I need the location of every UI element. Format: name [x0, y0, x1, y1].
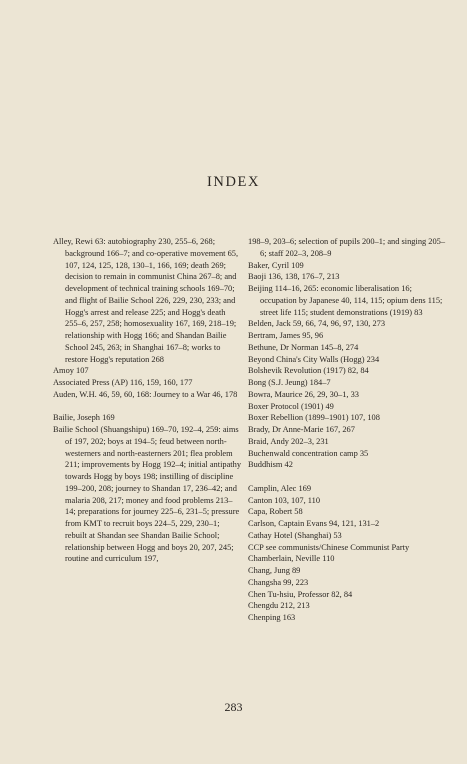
- index-group-spacer: [53, 401, 241, 413]
- index-entry: Bethune, Dr Norman 145–8, 274: [248, 342, 359, 352]
- index-entry: CCP see communists/Chinese Communist Party: [248, 542, 410, 552]
- index-entry: Camplin, Alec 169: [248, 483, 312, 493]
- page-number: 283: [224, 700, 243, 714]
- index-entry: Canton 103, 107, 110: [248, 495, 321, 505]
- index-group-spacer: [248, 471, 448, 483]
- index-entry: Changsha 99, 223: [248, 577, 309, 587]
- index-entry: Buchenwald concentration camp 35: [248, 448, 369, 458]
- index-entry: Chengdu 212, 213: [248, 601, 310, 611]
- index-entry: Chang, Jung 89: [248, 566, 301, 575]
- index-entry: Belden, Jack 59, 66, 74, 96, 97, 130, 273: [248, 319, 386, 329]
- index-entry: Baker, Cyril 109: [248, 260, 304, 270]
- index-entry: Bolshevik Revolution (1917) 82, 84: [248, 366, 369, 376]
- index-entry: Capa, Robert 58: [248, 507, 303, 517]
- index-entry: Chamberlain, Neville 110: [248, 554, 335, 564]
- index-entry: Braid, Andy 202–3, 231: [248, 436, 329, 446]
- index-entry: Beyond China's City Walls (Hogg) 234: [248, 354, 380, 364]
- index-entry: Bertram, James 95, 96: [248, 331, 324, 340]
- index-entry: Chenping 163: [248, 613, 296, 622]
- index-entry: Boxer Rebellion (1899–1901) 107, 108: [248, 413, 380, 423]
- index-entry: Associated Press (AP) 116, 159, 160, 177: [53, 378, 193, 387]
- index-entry: Beijing 114–16, 265: economic liberalisation 16; occupation by Japanese 40, 114, 115; opium dens 115; street life 115; student demonstrations (1919) 83: [248, 284, 443, 317]
- index-column-left: [53, 236, 241, 565]
- index-entry: Cathay Hotel (Shanghai) 53: [248, 530, 342, 540]
- page-title: INDEX: [206, 174, 261, 190]
- index-entry: Auden, W.H. 46, 59, 60, 168: Journey to a War 46, 178: [53, 389, 238, 399]
- index-entry: Carlson, Captain Evans 94, 121, 131–2: [248, 519, 380, 528]
- index-entry: Bailie, Joseph 169: [53, 413, 115, 423]
- index-entry: Bailie School (Shuangshipu) 169–70, 192–4, 259: aims of 197, 202; boys at 194–5; feud between north-westerners and north-easterners 201; flea problem 211; improvements by Hogg 192–4; initial antipathy towards Hogg by boys 198; instilling of discipline 199–200, 208; journey to Shandan 17, 236–42; and malaria 208, 217; money and food problems 213–14; preparations for journey 225–6, 231–5; pressure from KMT to recruit boys 224–5, 229, 230–1; rebuilt at Shandan see Shandan Bailie School; relationship between Hogg and boys 20, 207, 245; routine and curriculum 197,: [53, 425, 242, 564]
- index-entry: Alley, Rewi 63: autobiography 230, 255–6, 268; background 166–7; and co-operative movement 65, 107, 124, 125, 128, 130–1, 166, 169; death 269; decision to remain in communist China 267–8; and development of technical training schools 169–70; and flight of Bailie School 226, 229, 230, 233; and Hogg's arrest and release 225; and Hogg's death 255–6, 257, 258; homosexuality 167, 169, 218–19; relationship with Hogg 166; and Shandan Bailie School 245, 263; in Shanghai 167–8; works to restore Hogg's reputation 268: [53, 237, 239, 364]
- index-entry: Buddhism 42: [248, 460, 293, 470]
- index-entry: Chen Tu-hsiu, Professor 82, 84: [248, 589, 353, 599]
- index-entry: Bong (S.J. Jeung) 184–7: [248, 378, 331, 387]
- index-column-right: [248, 236, 448, 624]
- index-entry: Bowra, Maurice 26, 29, 30–1, 33: [248, 389, 359, 399]
- index-entry: 198–9, 203–6; selection of pupils 200–1; and singing 205–6; staff 202–3, 208–9: [248, 237, 446, 258]
- index-entry: Amoy 107: [53, 366, 89, 376]
- index-entry: Brady, Dr Anne-Marie 167, 267: [248, 425, 355, 434]
- index-entry: Boxer Protocol (1901) 49: [248, 401, 334, 411]
- index-entry: Baoji 136, 138, 176–7, 213: [248, 272, 340, 282]
